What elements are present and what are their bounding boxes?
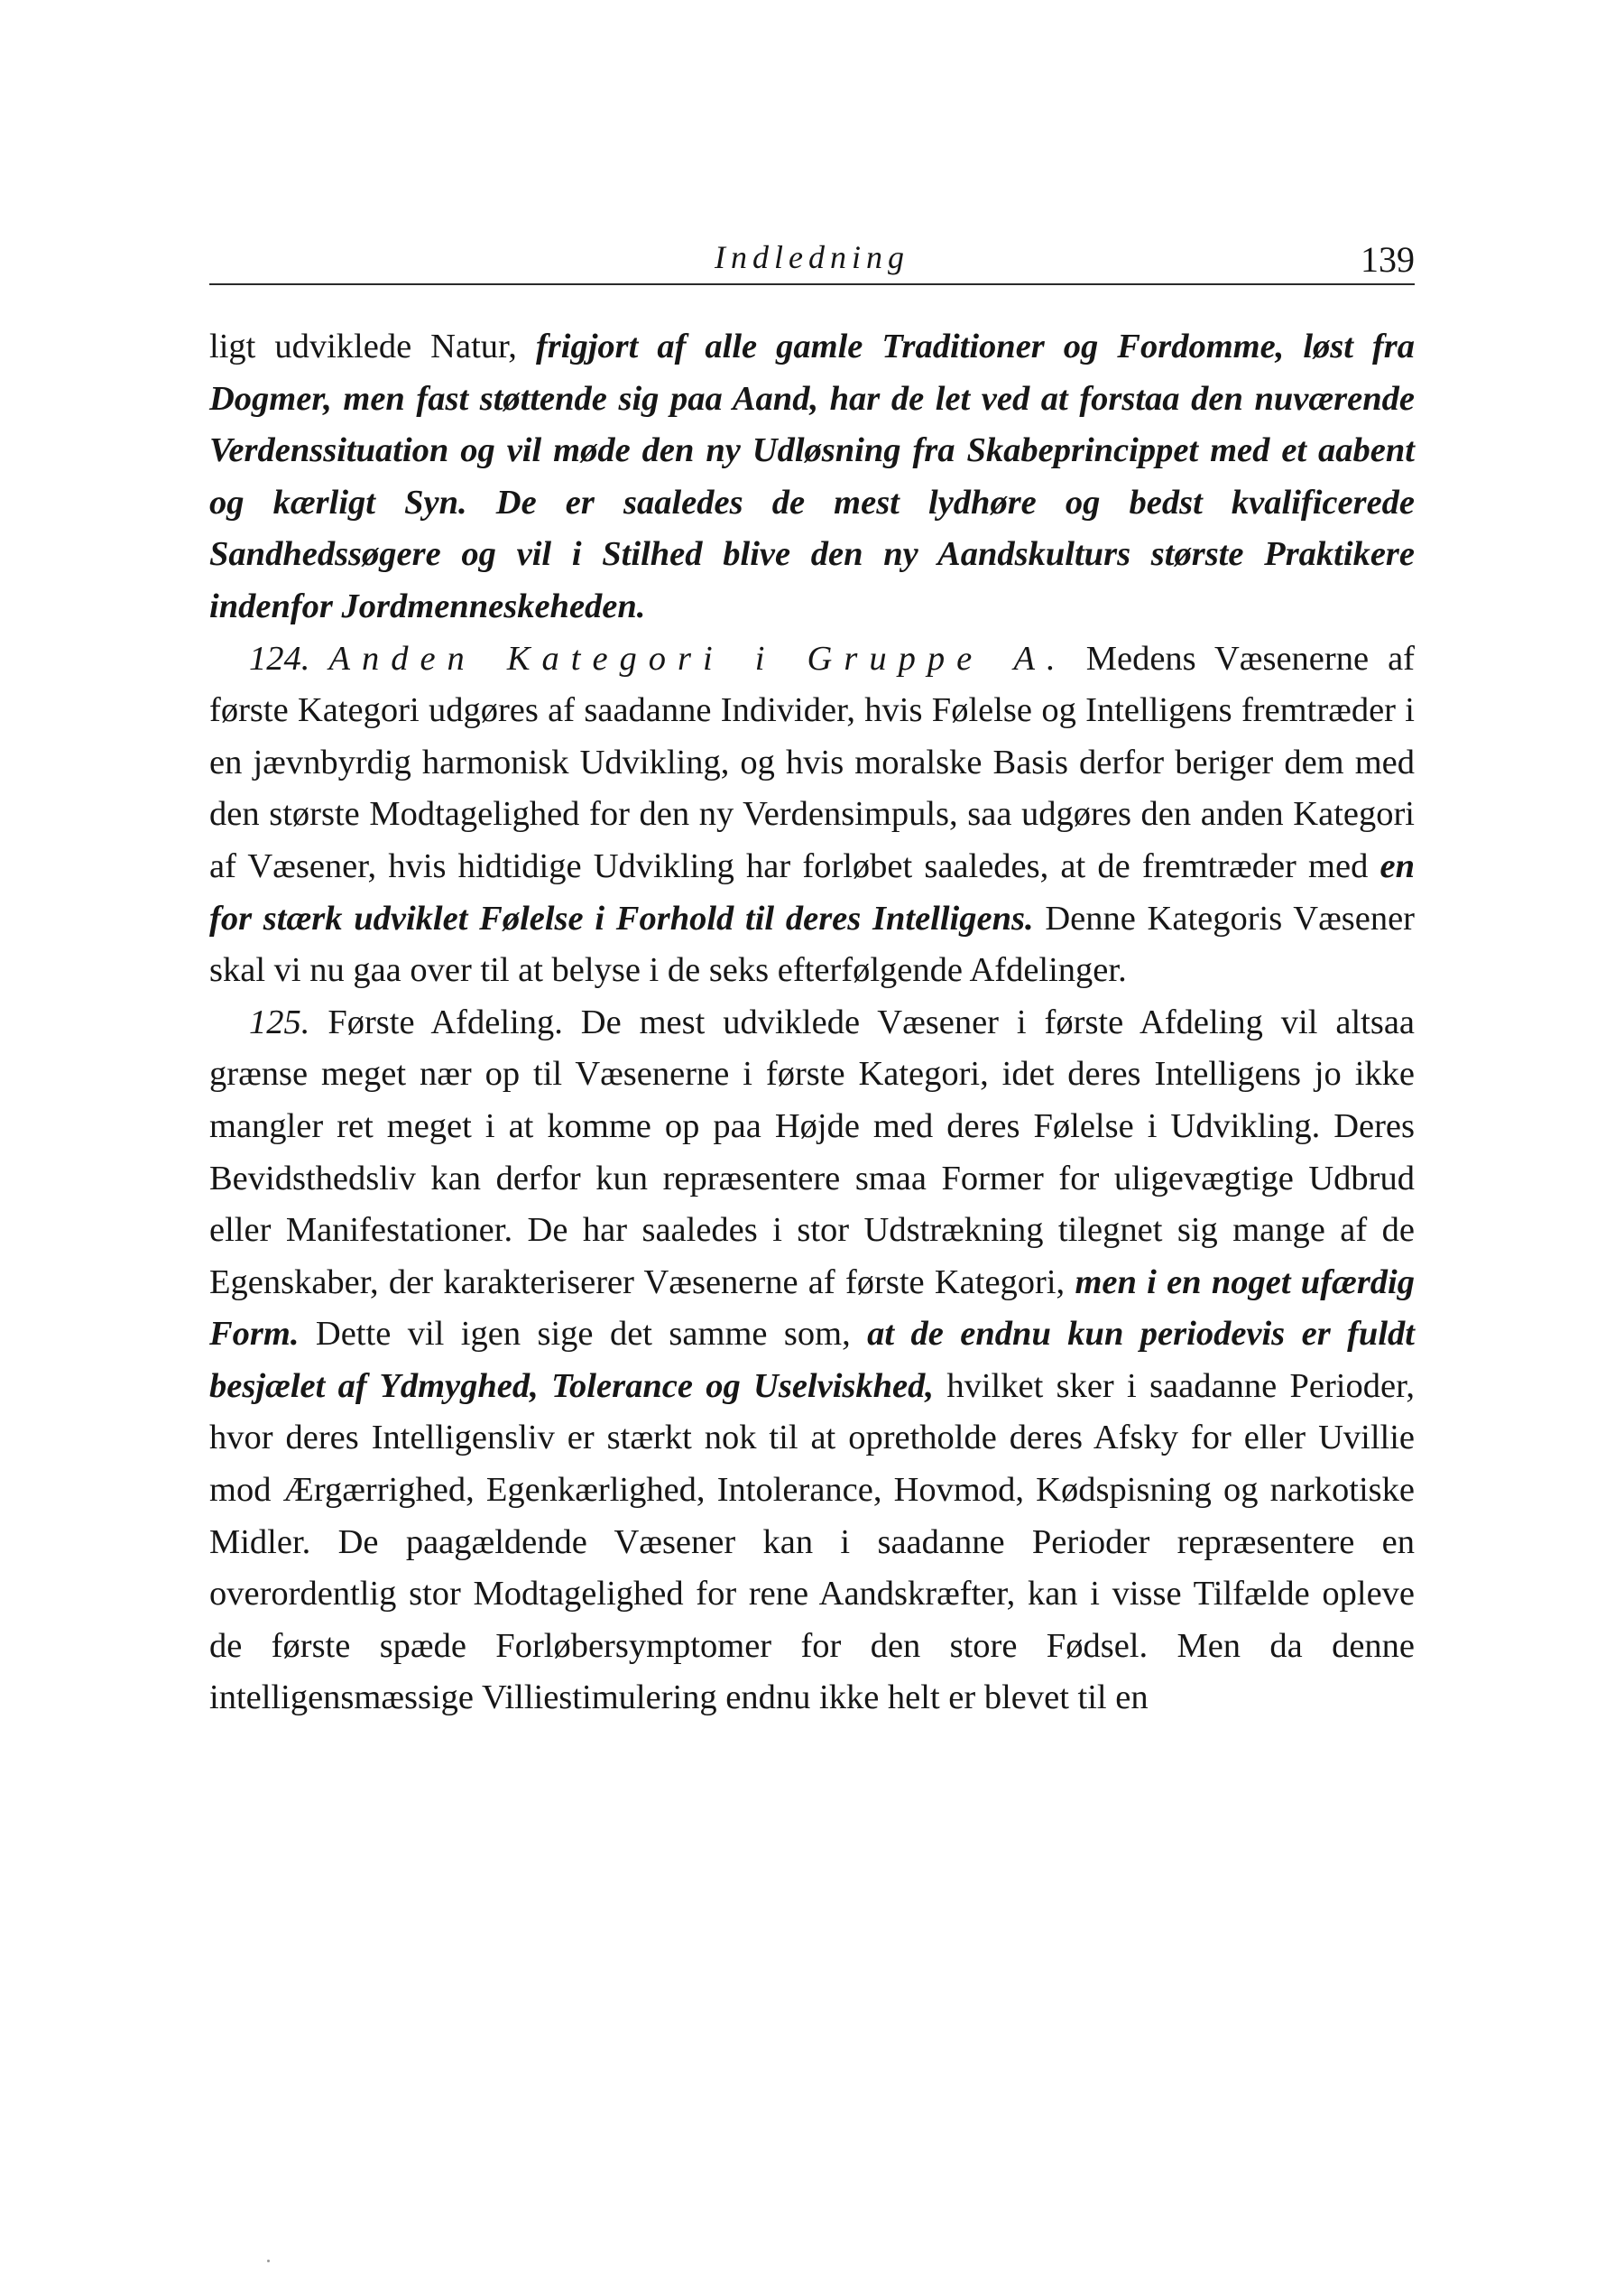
text-segment: frigjort af alle gamle Traditioner og Fordomme, løst fra Dogmer, men fast støttende sig paa Aand, har de let ved at forstaa den nuværende Verdenssituation og vil møde den ny Udløsning fra Skabeprincippet med et aabent og kærligt Syn. De er saaledes de mest lydhøre og bedst kvalificerede Sandhedssøgere og vil i Stilhed blive den ny Aandskulturs største Praktikere indenfor Jordmenneskeheden. — [209, 328, 1416, 625]
text-segment: men i en noget ufærdig Form. — [209, 1262, 1415, 1354]
text-segment: Første Afdeling. De mest udviklede Væsener i første Afdeling vil altsaa grænse meget nær op til Væsenerne i første Kategori, idet deres Intelligens jo ikke mangler ret meget i at komme op paa Højde med deres Følelse i Udvikling. Deres Bevidsthedsliv kan derfor kun repræsentere smaa Former for uligevægtige Udbrud eller Manifestationer. De har saaledes i stor Udstrækning tilegnet sig mange af de Egenskaber, der karakteriserer Væsenerne af første Kategori, — [209, 1003, 1416, 1301]
page-header — [209, 236, 1415, 285]
text-segment: at de endnu kun periodevis er fuldt besjælet af Ydmyghed, Tolerance og Uselviskhed, — [209, 1315, 1415, 1405]
text-segment: 124. — [249, 639, 329, 678]
text-segment: 125. — [249, 1003, 328, 1041]
paper-speck — [267, 2260, 270, 2262]
text-segment: hvilket sker i saadanne Perioder, hvor deres Intelligensliv er stærkt nok til at opretholde deres Afsky for eller Uvillie mod Ærgærrighed, Egenkærlighed, Intolerance, Hovmod, Kødspisning og narkotiske Midler. De paagældende Væsener kan i saadanne Perioder repræsentere en overordentlig stor Modtagelighed for rene Aandskræfter, kan i visse Tilfælde opleve de første spæde Forløbersymptomer for den store Fødsel. Men da denne intelligensmæssige Villiestimulering endnu ikke helt er blevet til en — [209, 1366, 1415, 1717]
running-title: Indledning — [715, 239, 909, 275]
text-segment: Dette vil igen sige det samme som, — [299, 1315, 868, 1354]
body-text — [209, 321, 1415, 1724]
paragraph — [209, 321, 1415, 633]
page-number: 139 — [1361, 239, 1415, 280]
text-segment: ligt udviklede Natur, — [209, 328, 536, 365]
text-segment: en for stærk udviklet Følelse i Forhold til deres Intelligens. — [209, 846, 1415, 938]
text-segment: Medens Væsenerne af første Kategori udgøres af saadanne Individer, hvis Følelse og Intelligens fremtræder i en jævnbyrdig harmonisk Udvikling, og hvis moralske Basis derfor beriger dem med den største Modtagelighed for den ny Verdensimpuls, saa udgøres den anden Kategori af Væsener, hvis hidtidige Udvikling har forløbet saaledes, at de fremtræder med — [209, 639, 1416, 885]
text-segment: Anden Kategori i Gruppe A. — [328, 639, 1067, 678]
paragraph — [209, 997, 1415, 1724]
paragraph — [209, 633, 1415, 997]
text-segment: Denne Kategoris Væsener skal vi nu gaa over til at belyse i de seks efterfølgende Afdelinger. — [209, 899, 1415, 990]
